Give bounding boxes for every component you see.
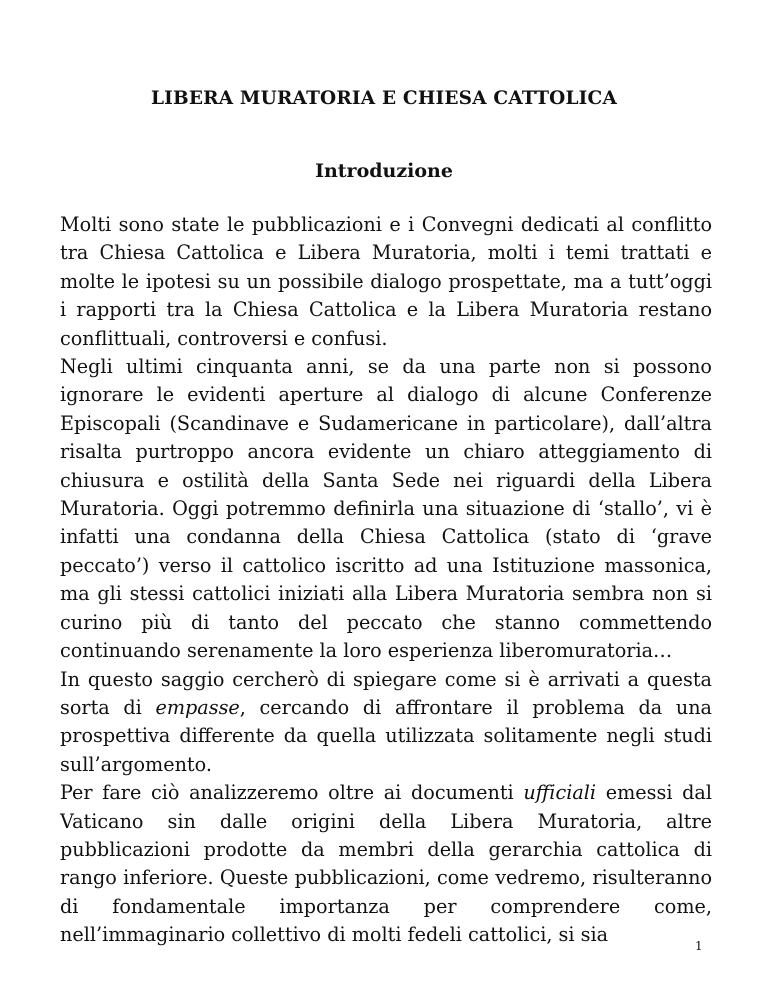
- page-number: 1: [695, 939, 703, 953]
- paragraph-4-italic-term: ufficiali: [523, 781, 597, 805]
- document-title: LIBERA MURATORIA E CHIESA CATTOLICA: [150, 88, 618, 109]
- paragraph-4: [60, 779, 712, 949]
- body-text: [60, 211, 712, 950]
- paragraph-2-text: Negli ultimi cinquanta anni, se da una parte non si possono ignorare le evidenti aperture al dialogo di alcune Conferenze Episcopali (Scandinave e Sudamericane in particolare), dall’altra risalta purtroppo ancora evidente un chiaro atteggiamento di chiusura e ostilità della Santa Sede nei riguardi della Libera Muratoria. Oggi potremmo definirla una situazione di ‘stallo’, vi è infatti una condanna della Chiesa Cattolica (stato di ‘grave peccato’) verso il cattolico iscritto ad una Istituzione massonica, ma gli stessi cattolici iniziati alla Libera Muratoria sembra non si curino più di tanto del peccato che stanno commettendo continuando serenamente la loro esperienza liberomuratoria…: [60, 355, 712, 663]
- paragraph-1: [60, 211, 712, 353]
- paragraph-4-text-a: Per fare ciò analizzeremo oltre ai documenti: [60, 781, 524, 805]
- paragraph-2: [60, 353, 712, 665]
- paragraph-3: [60, 666, 712, 780]
- paragraph-4-text-b: emessi dal Vaticano sin dalle origini della Libera Muratoria, altre pubblicazioni prodotte da membri della gerarchia cattolica di rango inferiore. Queste pubblicazioni, come vedremo, risulteranno di fondamentale importanza per comprendere come, nell’immaginario collettivo di molti fedeli cattolici, si sia: [60, 781, 712, 947]
- paragraph-3-italic-term: empasse: [155, 695, 240, 719]
- paragraph-3-text-b: , cercando di affrontare il problema da una prospettiva differente da quella utilizzata solitamente negli studi sull’argomento.: [60, 695, 712, 776]
- paragraph-3-text-a: In questo saggio cercherò di spiegare come si è arrivati a questa sorta di: [60, 667, 712, 719]
- paragraph-1-text: Molti sono state le pubblicazioni e i Convegni dedicati al conflitto tra Chiesa Cattolica e Libera Muratoria, molti i temi trattati e molte le ipotesi su un possibile dialogo prospettate, ma a tutt’oggi i rapporti tra la Chiesa Cattolica e la Libera Muratoria restano conflittuali, controversi e confusi.: [60, 213, 712, 350]
- section-heading: Introduzione: [315, 160, 453, 182]
